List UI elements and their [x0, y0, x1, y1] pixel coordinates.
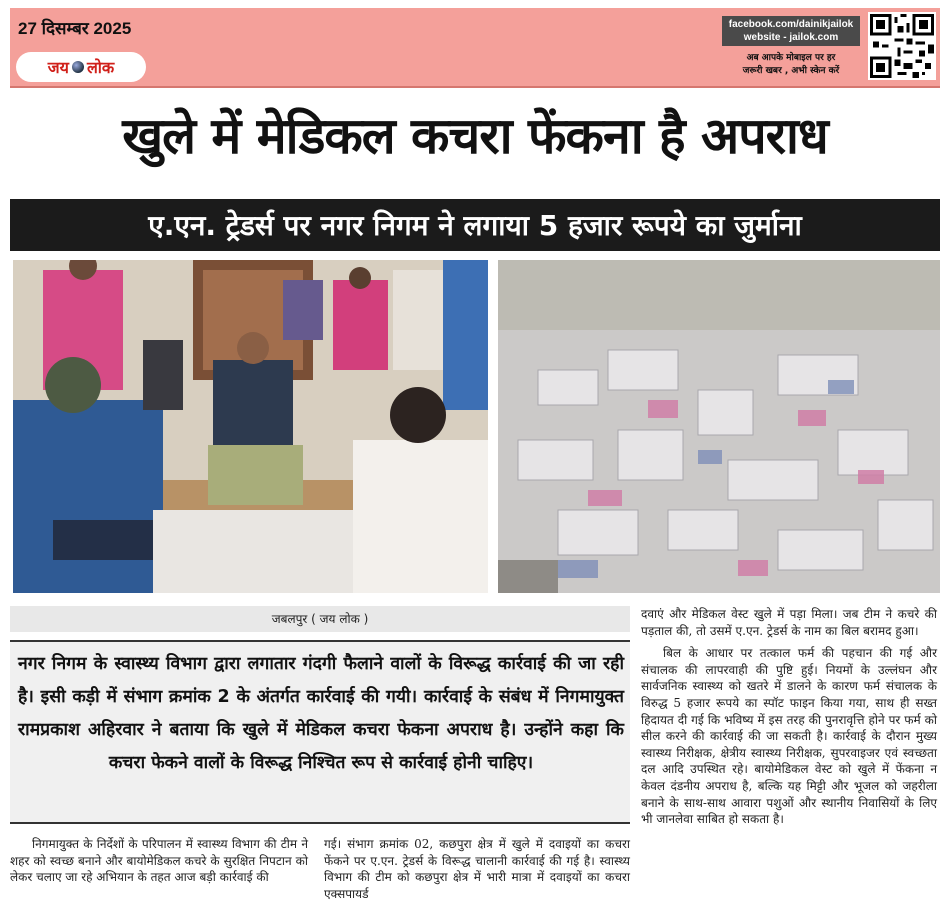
- body-column-3: [641, 606, 937, 828]
- globe-icon: [72, 61, 84, 73]
- scan-note: [722, 52, 860, 78]
- masthead-bar: [10, 8, 940, 88]
- column-3-paragraph-1: दवाएं और मेडिकल वेस्ट खुले में पड़ा मिला। जब टीम ने कचरे की पड़ताल की, तो उसमें ए.एन. ट्रेडर्स के नाम का बिल बरामद हुआ।: [641, 607, 937, 638]
- office-inspection-photo: [13, 260, 488, 593]
- body-column-1: [10, 836, 308, 886]
- issue-date: 27 दिसम्बर 2025: [18, 19, 132, 38]
- logo-word-left: जय: [47, 58, 69, 77]
- scan-note-line1: अब आपके मोबाइल पर हर: [746, 53, 836, 63]
- column-2-paragraph: गई। संभाग क्रमांक 02, कछपुरा क्षेत्र में खुले में दवाइयों का कचरा फेंकने पर ए.एन. ट्रेडर्स के विरूद्ध चालानी कार्रवाई की गई है। स्वास्थ्य विभाग की टीम को कछपुरा क्षेत्र में भारी मात्रा में दवाइयों का कचरा एक्सपायर्ड: [324, 837, 630, 901]
- column-3-paragraph-2: बिल के आधार पर तत्काल फर्म की पहचान की गई और संचालक की लापरवाही की पुष्टि हुई। नियमों के उल्लंघन और सार्वजनिक स्वास्थ्य को खतरे में डालने के कारण फर्म संचालक के विरुद्ध 5 हजार रूपये का स्पॉट फाइन किया गया, साथ ही सख्त हिदायत दी गई कि भविष्य में इस तरह की पुनरावृत्ति होने पर फर्म को सील करने की कार्रवाई की जा सकती है। कार्रवाई के दौरान मुख्य स्वास्थ्य निरीक्षक, क्षेत्रीय स्वास्थ्य निरीक्षक, सुपरवाइजर एवं स्वच्छता दल आदि उपस्थित रहे। बायोमेडिकल वेस्ट को खुले में फेंकना न केवल दंडनीय अपराध है, बल्कि यह मिट्टी और भूजल को जहरीला बनाने के साथ-साथ आवारा पशुओं और स्थानीय निवासियों के लिए भी जानलेवा साबित हो सकता है।: [641, 646, 937, 827]
- qr-code-icon[interactable]: [868, 12, 936, 80]
- column-1-paragraph: निगमायुक्त के निर्देशों के परिपालन में स्वास्थ्य विभाग की टीम ने शहर को स्वच्छ बनाने और बायोमेडिकल कचरे के सुरक्षित निपटान को लेकर चलाए जा रहे अभियान के तहत आज बड़ी कार्रवाई की: [10, 837, 308, 885]
- social-links: [722, 16, 860, 46]
- scan-note-line2: जरूरी खबर , अभी स्केन करें: [742, 66, 840, 76]
- dateline: जबलपुर ( जय लोक ): [10, 606, 630, 632]
- website-link[interactable]: website - jailok.com: [743, 32, 839, 43]
- facebook-link[interactable]: facebook.com/dainikjailok: [728, 19, 854, 30]
- logo-word-right: लोक: [86, 58, 115, 77]
- newspaper-logo: [16, 52, 146, 82]
- intro-paragraph: नगर निगम के स्वास्थ्य विभाग द्वारा लगातार गंदगी फैलाने वालों के विरूद्ध कार्रवाई की जा रही है। इसी कड़ी में संभाग क्रमांक 2 के अंतर्गत कार्रवाई की गयी। कार्रवाई के संबंध में निगमायुक्त रामप्रकाश अहिरवार ने बताया कि खुले में मेडिकल कचरा फेकना अपराध है। उन्होंने कहा कि कचरा फेकने वालों के विरूद्ध निश्चित रूप से कार्रवाई होनी चाहिए।: [18, 654, 624, 773]
- medical-waste-photo: [498, 260, 940, 593]
- main-headline: खुले में मेडिकल कचरा फेंकना है अपराध: [122, 107, 828, 165]
- sub-headline: ए.एन. ट्रेडर्स पर नगर निगम ने लगाया 5 हजार रूपये का जुर्माना: [10, 199, 940, 251]
- body-column-2: [324, 836, 630, 902]
